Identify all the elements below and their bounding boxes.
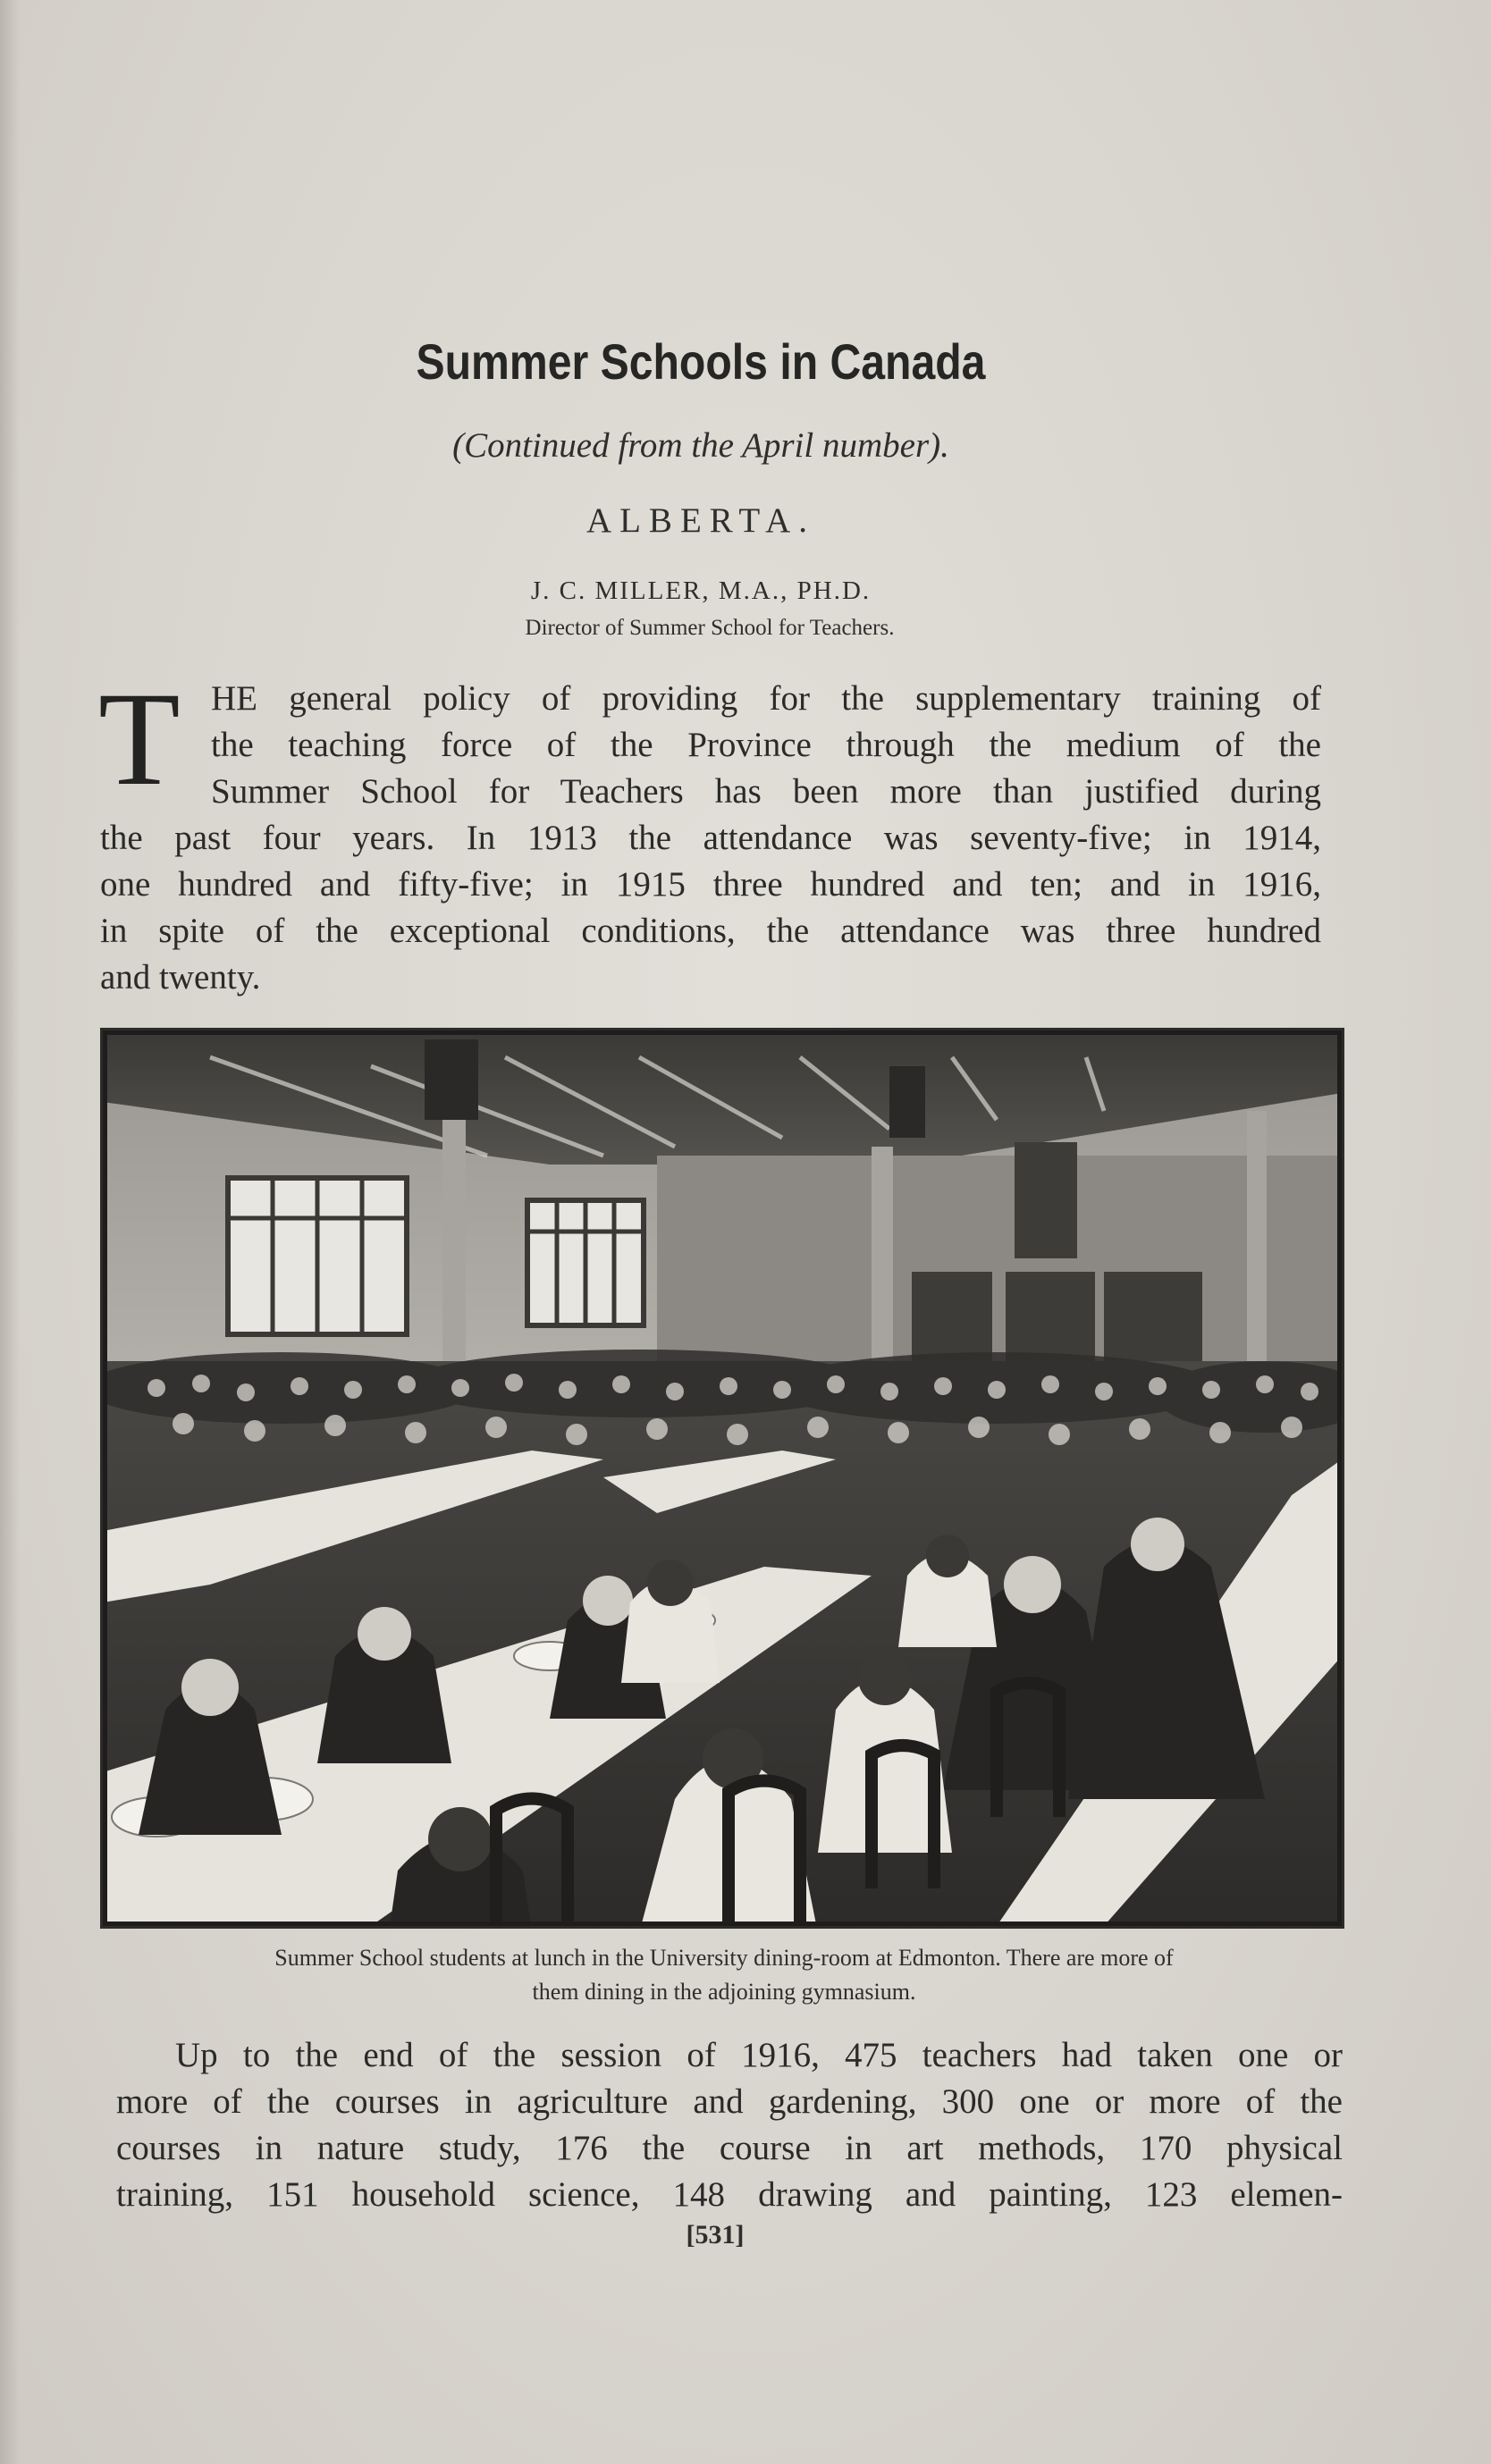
text-line: one hundred and fifty-five; in 1915 three hundred and ten; and in 1916, <box>100 865 1321 904</box>
paragraph-2-body <box>116 2079 1343 2218</box>
author-name: J. C. MILLER, M.A., PH.D. <box>530 576 872 605</box>
section-heading: ALBERTA. <box>585 501 816 540</box>
page-number: [531] <box>686 2220 745 2250</box>
caption-line: them dining in the adjoining gymnasium. <box>532 1979 916 2005</box>
text-line: Up to the end of the session of 1916, 475 teachers had taken one or <box>175 2036 1343 2074</box>
dining-room-photo <box>100 1028 1344 1929</box>
text-line: more of the courses in agriculture and gardening, 300 one or more of the <box>116 2082 1343 2121</box>
article-title: Summer Schools in Canada <box>416 333 986 390</box>
text-line: courses in nature study, 176 the course in art methods, 170 physical <box>116 2129 1343 2167</box>
page-edge-shadow <box>0 0 20 2464</box>
photo-caption <box>116 1941 1332 2009</box>
paragraph-1-indented <box>211 676 1321 815</box>
photo-illustration <box>103 1030 1342 1926</box>
text-line: Summer School for Teachers has been more than justified during <box>211 772 1321 811</box>
paragraph-1-body <box>100 815 1321 1001</box>
paragraph-2-first-line <box>175 2032 1343 2079</box>
text-line: in spite of the exceptional conditions, the attendance was three hundred <box>100 912 1321 950</box>
text-line: training, 151 household science, 148 drawing and painting, 123 elemen- <box>116 2175 1343 2214</box>
text-line: the past four years. In 1913 the attendance was seventy-five; in 1914, <box>100 819 1321 857</box>
text-line: the teaching force of the Province through the medium of the <box>211 726 1321 764</box>
text-line: and twenty. <box>100 958 261 997</box>
drop-cap: T <box>98 665 181 813</box>
caption-line: Summer School students at lunch in the University dining-room at Edmonton. There are more of <box>274 1945 1174 1971</box>
author-role: Director of Summer School for Teachers. <box>525 616 895 640</box>
text-line: HE general policy of providing for the supplementary training of <box>211 679 1321 718</box>
article-subtitle: (Continued from the April number). <box>452 426 949 465</box>
